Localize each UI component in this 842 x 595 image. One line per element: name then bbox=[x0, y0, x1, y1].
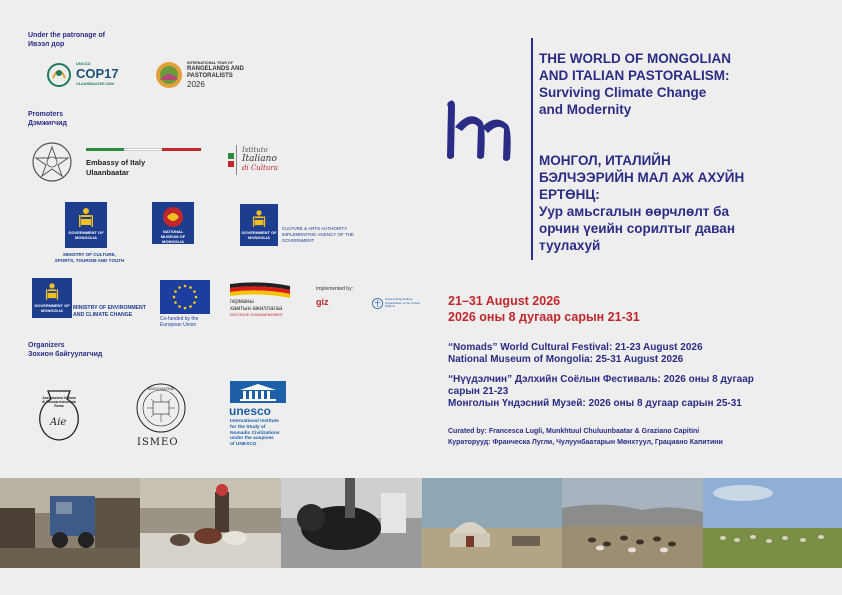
photo-sheep-grassland bbox=[703, 478, 842, 568]
unesco-caption: International Institute for the Study of Nomadic Civilizations under the auspices of UNESCO bbox=[230, 419, 280, 448]
embassy-name: Embassy of Italy Ulaanbaatar bbox=[86, 158, 146, 177]
asiae-text: Associazione Italiana di Ethnoarchaeologia Roma bbox=[42, 396, 76, 408]
photo-ger-steppe bbox=[422, 478, 562, 568]
asiae-mark: Aie bbox=[50, 417, 67, 428]
german-cooperation-flag-icon bbox=[230, 282, 290, 298]
asiae-pot-logo-icon bbox=[34, 383, 84, 443]
patronage-label: Under the patronage of Ивээл дор bbox=[28, 32, 106, 48]
organizers-label: Organizers Зохион байгуулагчид bbox=[28, 342, 103, 358]
iic-logo: Istituto Italiano di Cultura bbox=[228, 143, 308, 183]
ismeo-ring-text: ASSOCIAZIONE bbox=[147, 387, 175, 391]
ministry-culture-logo: GOVERNMENT OF MONGOLIA bbox=[65, 202, 107, 248]
cop17-logo: UNCCD COP17 ULAANBAATAR 2026 bbox=[46, 58, 136, 92]
ministry-culture-caption: MINISTRY OF CULTURE, SPORTS, TOURISM AND YOUTH bbox=[54, 252, 125, 263]
ministry-env-logo: GOVERNMENT OF MONGOLIA bbox=[32, 278, 72, 318]
eu-caption: Co-funded by the European Union bbox=[160, 316, 199, 328]
giz-logo: giz bbox=[316, 297, 329, 307]
soyombo-icon bbox=[45, 282, 59, 302]
title-english: THE WORLD OF MONGOLIAN AND ITALIAN PASTORALISM: Surviving Climate Change and Modernity bbox=[539, 51, 731, 117]
ministry-env-caption: MINISTRY OF ENVIRONMENT AND CLIMATE CHANGE bbox=[73, 305, 146, 318]
museum-emblem-icon bbox=[162, 206, 184, 228]
italian-flag-stripe bbox=[86, 148, 201, 151]
event-dates: 21–31 August 2026 2026 оны 8 дугаар сарын 21-31 bbox=[448, 294, 640, 324]
national-museum-logo: NATIONAL MUSEUM OF MONGOLIA bbox=[152, 202, 194, 244]
unesco-temple-icon bbox=[230, 381, 286, 403]
event-venues-mongolian: “Нүүдэлчин” Дэлхийн Соёлын Фестиваль: 2026 оны 8 дугаар сарын 21-23 Монголын Үндэсний Музей: 2026 оны 8 дугаар сарын 25-31 bbox=[448, 374, 754, 409]
unesco-name: unesco bbox=[229, 404, 272, 418]
soyombo-icon bbox=[252, 209, 266, 229]
brush-m-mark-icon bbox=[438, 97, 518, 163]
photo-dog bbox=[281, 478, 422, 568]
event-venues-english: “Nomads” World Cultural Festival: 21-23 August 2026 National Museum of Mongolia: 25-31 August 2026 bbox=[448, 342, 703, 365]
fao-text: Food and Agriculture Organization of the United Nations bbox=[385, 297, 420, 309]
eu-flag-icon bbox=[160, 280, 210, 314]
title-divider bbox=[531, 38, 533, 260]
culture-authority-logo: GOVERNMENT OF MONGOLIA bbox=[240, 204, 278, 246]
culture-authority-caption: CULTURE & ARTS AUTHORITY IMPLEMENTING AGENCY OF THE GOVERNMENT bbox=[282, 226, 354, 243]
fao-emblem-icon bbox=[372, 298, 383, 309]
title-mongolian: МОНГОЛ, ИТАЛИЙН БЭЛЧЭЭРИЙН МАЛ АЖ АХУЙН ЕРТӨНЦ: Уур амьсгалын өөрчлөлт ба орчин үеийн сорилтыг даван туулахуй bbox=[539, 153, 745, 253]
photo-woman-goats bbox=[140, 478, 281, 568]
curators: Curated by: Francesca Lugli, Munkhtuul Chuluunbaatar & Graziano Capitini Куратоpууд: Франческа Лугли, Чулуунбаатарын Мөнхтуул, Грациано Капитини bbox=[448, 428, 723, 446]
promoters-label: Promoters Дэмжигчид bbox=[28, 111, 67, 127]
italy-emblem-icon bbox=[30, 138, 74, 186]
german-cooperation-text: германы хамтын ажиллагаа DEUTSCHE ZUSAMMENARBEIT bbox=[230, 299, 283, 317]
ismeo-name: ISMEO bbox=[137, 437, 179, 448]
cop17-emblem-icon bbox=[46, 60, 72, 90]
soyombo-icon bbox=[78, 207, 94, 229]
implemented-label: Implemented by: bbox=[316, 286, 353, 292]
photo-herd-road bbox=[562, 478, 703, 568]
iyrp-emblem-icon bbox=[154, 60, 184, 90]
photo-truck-ger bbox=[0, 478, 140, 568]
iyrp-logo: INTERNATIONAL YEAR OF RANGELANDS AND PASTORALISTS 2026 bbox=[154, 58, 249, 92]
